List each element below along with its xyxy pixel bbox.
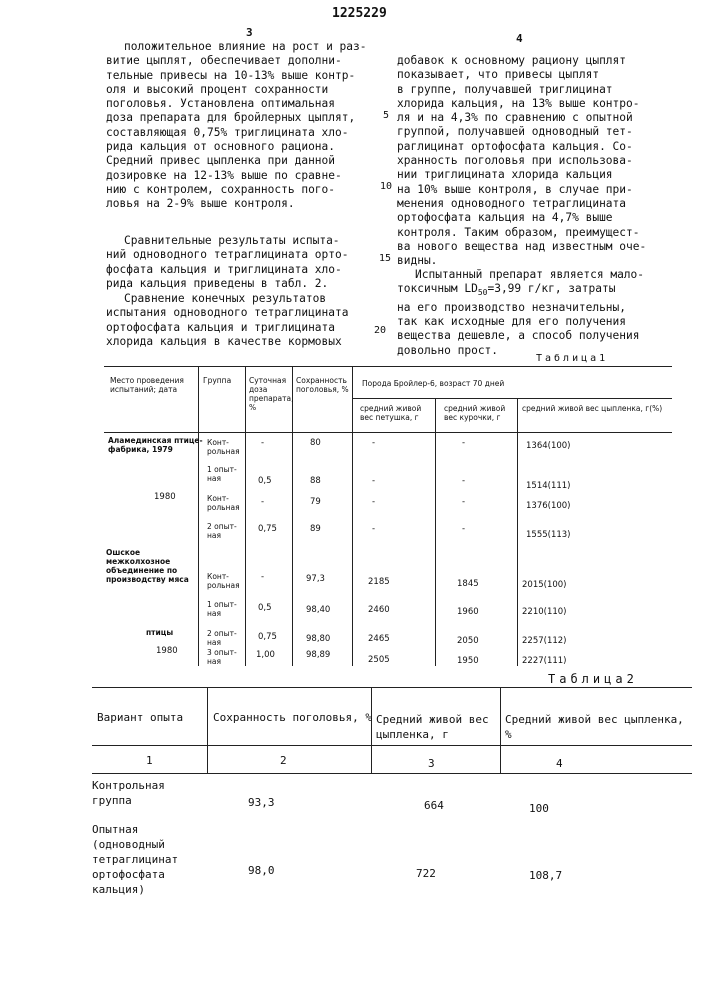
table1-breed-rule (352, 398, 672, 399)
line-number-20: 20 (374, 325, 387, 336)
table1-caption: Таблица1 (536, 353, 609, 364)
table2-colnum: 1 (146, 754, 153, 767)
page-number-right: 4 (516, 32, 523, 45)
table2-colnum: 2 (280, 754, 287, 767)
table2-colnum: 4 (556, 757, 563, 770)
table2-top-rule (92, 687, 692, 688)
table2-numbers-rule (92, 773, 692, 774)
table1-header-hen: средний живой вес курочки, г (444, 404, 506, 422)
right-column-para2: Испытанный препарат является мало- токсичным $LD_{50}=3,99$ г/кг, затраты на его производство незначительны, так как исходные для его получения вещества дешевле, а способ получения довольно прост. (397, 268, 645, 357)
left-column-para1: положительное влияние на рост и раз- витие цыплят, обеспечивает дополни- тельные привесы на 10-13% выше контр- оля и высокий процент сохранности поголовья. Установлена оптимальная доза препарата для бройлерных цыплят, составляющая 0,75% триглицината хло- рида кальция от основного рациона. Средний привес цыпленка при данной дозировке на 12-13% выше по сравне- нию с контролем, сохранность пого- ловья на 2-9% выше контроля. (106, 40, 367, 211)
table1-header-survival: Сохранность поголовья, % (296, 376, 349, 394)
line-number-10: 10 (380, 181, 393, 192)
table1-header-rule (104, 432, 672, 433)
table2-header-weight-g: Средний живой вес цыпленка, г (376, 713, 489, 741)
table2-vline (371, 688, 372, 774)
left-column-para2: Сравнительные результаты испыта- ний одноводного тетраглицината орто- фосфата кальция и триглицината хло- рида кальция приведены в табл. 2. (106, 234, 349, 290)
table2-header-variant: Вариант опыта (97, 711, 184, 724)
table1-header-dose: Суточная доза препарата, % (249, 376, 294, 412)
table1-header-chick: средний живой вес цыпленка, г(%) (522, 404, 663, 413)
table2-header-weight-pct: Средний живой вес цыпленка, % (505, 713, 684, 741)
left-column-para3: Сравнение конечных результатов испытания одноводного тетраглицината ортофосфата кальция и триглицината хлорида кальция в качестве кормовых (106, 292, 349, 348)
table1-vline (352, 366, 353, 666)
table1-vline (435, 398, 436, 666)
table1-header-breed: Порода Бройлер-6, возраст 70 дней (362, 379, 505, 388)
table1-vline (245, 366, 246, 666)
table1-header-rooster: средний живой вес петушка, г (360, 404, 422, 422)
patent-number: 1225229 (332, 6, 387, 21)
table1-header-place: Место проведения испытаний; дата (110, 376, 184, 394)
table2-header-survival: Сохранность поголовья, % (213, 711, 372, 724)
table1-place-2: Ошское межколхозное объединение по производству мяса (106, 548, 189, 584)
table2-colnum: 3 (428, 757, 435, 770)
table2-vline (207, 688, 208, 774)
table1-place-1: Аламединская птице-фабрика, 1979 (108, 436, 203, 454)
ld-subscript: 50 (477, 288, 488, 298)
table1-header-group: Группа (203, 376, 232, 385)
table1-place-2-cont: птицы (146, 628, 174, 637)
table1-top-rule (104, 366, 672, 367)
table1-vline (198, 366, 199, 666)
table2-caption: Таблица2 (548, 672, 638, 686)
line-number-5: 5 (383, 110, 390, 121)
table1-vline (517, 398, 518, 666)
line-number-15: 15 (379, 253, 392, 264)
table1-year-1980: 1980 (156, 646, 178, 656)
page-number-left: 3 (246, 26, 253, 39)
table2-header-rule (92, 745, 692, 746)
table1-year-1980: 1980 (154, 492, 176, 502)
right-column-para1: добавок к основному рациону цыплят показывает, что привесы цыплят в группе, получавшей триглицинат хлорида кальция, на 13% выше контро- ля и на 4,3% по сравнению с опытной группой, получавшей одноводный тет- раглицинат ортофосфата кальция. Со- хранность поголовья при использова- нии триглицината хлорида кальция на 10% выше контроля, в случае при- менения одноводного тетраглицината ортофосфата кальция на 4,7% выше контроля. Таким образом, преимущест- ва нового вещества над известным оче- видны. (397, 54, 647, 268)
